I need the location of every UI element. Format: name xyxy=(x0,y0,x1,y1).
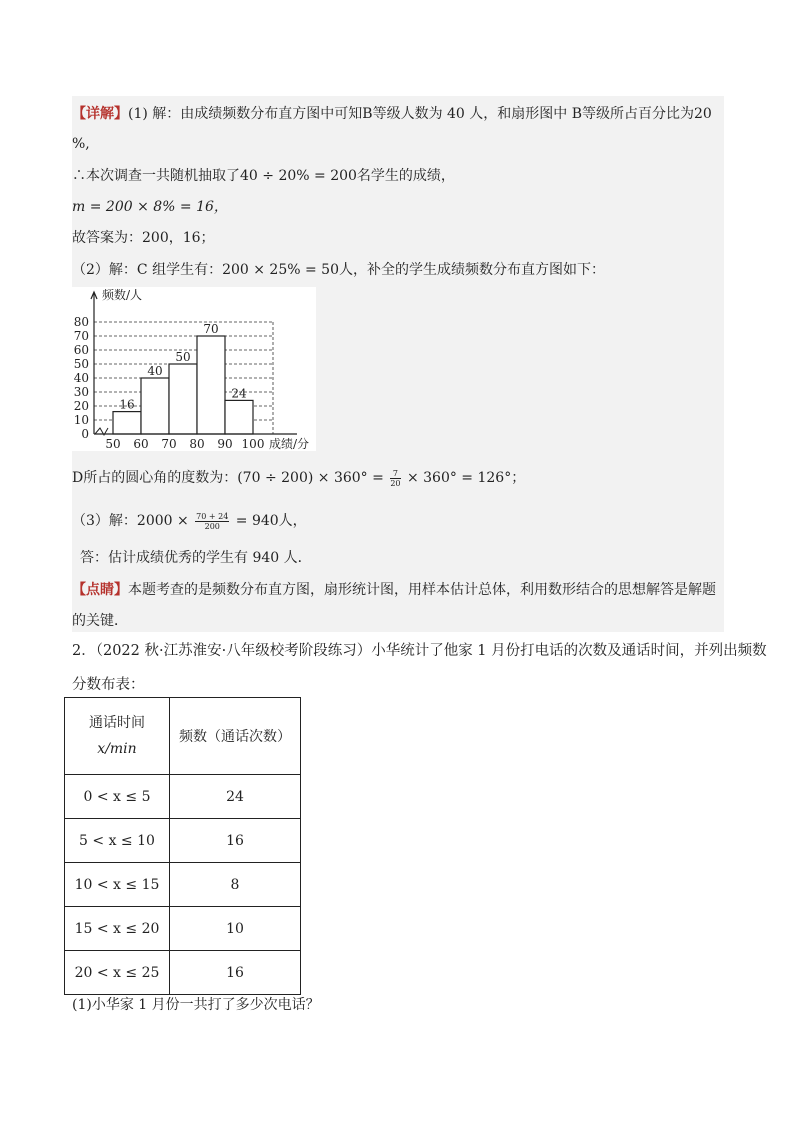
angle-text: D所占的圆心角的度数为：(70 ÷ 200) × 360° = xyxy=(72,470,384,486)
histogram-bar xyxy=(197,336,225,434)
y-axis-label: 频数/人 xyxy=(102,288,143,302)
y-tick-label: 20 xyxy=(73,399,89,413)
solution-line-8: 答：估计成绩优秀的学生有 940 人． xyxy=(80,550,312,566)
header-freq-cell: 频数（通话次数） xyxy=(170,698,301,775)
header-time-cell xyxy=(65,698,170,775)
freq-cell: 10 xyxy=(170,907,301,951)
solution-line-6 xyxy=(72,468,525,488)
freq-cell: 8 xyxy=(170,863,301,907)
estimate-text: （3）解：2000 × xyxy=(72,513,189,529)
sub-question-1: (1)小华家 1 月份一共打了多少次电话？ xyxy=(72,997,320,1013)
table-row xyxy=(65,907,301,951)
comment-line-2: 的关键． xyxy=(72,613,128,629)
y-tick-label: 30 xyxy=(73,385,89,399)
x-tick-label: 100 xyxy=(241,437,265,451)
data-label: 50 xyxy=(175,350,191,364)
x-tick-label: 80 xyxy=(189,437,205,451)
angle-result: × 360° = 126°； xyxy=(406,470,526,486)
solution-line-4: 故答案为：200，16； xyxy=(72,230,215,246)
frequency-table xyxy=(64,697,301,995)
y-tick-label: 80 xyxy=(73,315,89,329)
solution-line-1-text: (1) 解：由成绩频数分布直方图中可知B等级人数为 40 人，和扇形图中 B等级所占百分比为20 xyxy=(128,106,712,122)
solution-line-5: （2）解：C 组学生有：200 × 25% = 50人，补全的学生成绩频数分布直方图如下： xyxy=(72,262,605,278)
histogram-bar xyxy=(113,412,141,434)
x-tick-label: 60 xyxy=(133,437,149,451)
table-header-row xyxy=(65,698,301,775)
data-label: 16 xyxy=(119,397,135,412)
histogram-chart xyxy=(72,287,316,451)
table-row xyxy=(65,951,301,995)
y-tick-label: 70 xyxy=(73,329,89,343)
histogram-bar xyxy=(141,378,169,434)
fraction-7-20: $\frac{7}{20}$ xyxy=(390,468,401,488)
histogram-svg xyxy=(72,287,316,451)
solution-line-1b: %, xyxy=(72,136,90,152)
freq-cell: 24 xyxy=(170,775,301,819)
comment-text-1: 本题考查的是频数分布直方图，扇形统计图，用样本估计总体，利用数形结合的思想解答是解题 xyxy=(128,582,716,598)
data-label: 40 xyxy=(147,364,163,378)
header-time-label: 通话时间 xyxy=(89,715,145,731)
y-tick-label: 40 xyxy=(73,371,89,385)
x-axis-label: 成绩/分 xyxy=(269,437,310,451)
data-label: 70 xyxy=(203,322,219,336)
range-cell: 5 < x ≤ 10 xyxy=(65,819,170,863)
range-cell: 10 < x ≤ 15 xyxy=(65,863,170,907)
question-stem-2: 分数布表： xyxy=(72,677,145,693)
comment-tag: 【点睛】 xyxy=(72,582,128,598)
range-cell: 15 < x ≤ 20 xyxy=(65,907,170,951)
solution-line-1 xyxy=(72,104,712,124)
estimate-result: = 940人， xyxy=(235,513,307,529)
freq-cell: 16 xyxy=(170,819,301,863)
freq-cell: 16 xyxy=(170,951,301,995)
solution-line-2: ∴本次调查一共随机抽取了40 ÷ 20% = 200名学生的成绩， xyxy=(72,168,455,184)
x-tick-label: 90 xyxy=(217,437,233,451)
question-stem-1: 2．（2022 秋·江苏淮安·八年级校考阶段练习）小华统计了他家 1 月份打电话的次数及通话时间，并列出频数 xyxy=(72,643,767,659)
y-tick-label: 10 xyxy=(73,413,89,427)
y-tick-label: 0 xyxy=(81,427,89,441)
header-time-unit: x/min xyxy=(97,741,137,757)
y-tick-label: 50 xyxy=(73,357,89,371)
x-tick-label: 50 xyxy=(105,437,121,451)
detail-tag: 【详解】 xyxy=(72,106,128,122)
comment-line-1 xyxy=(72,580,716,600)
fraction-94-200: $\frac{70 + 24}{200}$ xyxy=(196,511,229,531)
histogram-bar xyxy=(169,364,197,434)
data-label: 24 xyxy=(231,386,247,401)
solution-line-7 xyxy=(72,511,307,531)
table-row xyxy=(65,863,301,907)
histogram-bar xyxy=(225,400,253,434)
range-cell: 20 < x ≤ 25 xyxy=(65,951,170,995)
x-tick-label: 70 xyxy=(161,437,177,451)
table-row xyxy=(65,775,301,819)
table-row xyxy=(65,819,301,863)
range-cell: 0 < x ≤ 5 xyxy=(65,775,170,819)
y-tick-label: 60 xyxy=(73,343,89,357)
solution-line-3: m = 200 × 8% = 16， xyxy=(72,199,228,215)
